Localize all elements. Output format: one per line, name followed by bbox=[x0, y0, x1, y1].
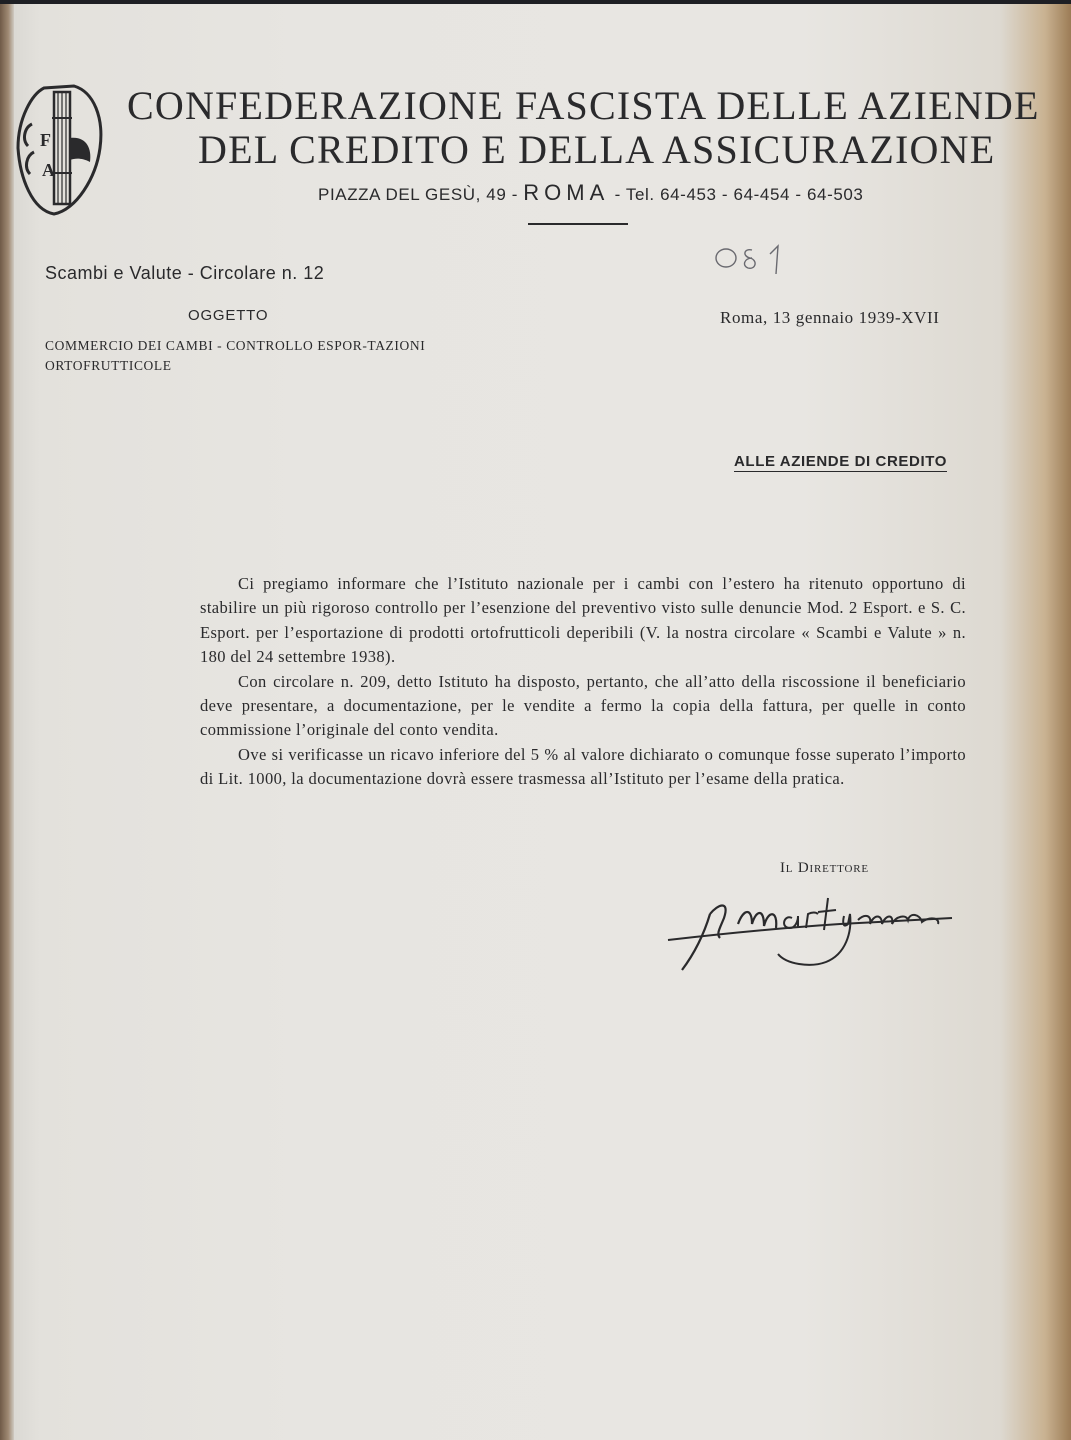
svg-text:F: F bbox=[40, 130, 51, 150]
signer-title: Il Direttore bbox=[780, 860, 869, 876]
address-city: ROMA bbox=[523, 180, 610, 205]
circular-reference: Scambi e Valute - Circolare n. 12 bbox=[45, 263, 325, 283]
subject-text: COMMERCIO DEI CAMBI - CONTROLLO ESPOR-TAZIONI ORTOFRUTTICOLE bbox=[45, 338, 426, 373]
svg-text:A: A bbox=[42, 160, 55, 180]
binding-edge bbox=[0, 4, 14, 1440]
subject-label: OGGETTO bbox=[188, 307, 269, 324]
letter-body bbox=[200, 572, 966, 792]
body-paragraph: Ci pregiamo informare che l’Istituto nazionale per i cambi con l’estero ha ritenuto opportuno di stabilire un più rigoroso controllo per l’esenzione del preventivo visto sulle denuncie Mod. 2 Esport. e S. C. Esport. per l’esportazione di prodotti ortofrutticoli deperibili (V. la nostra circolare « Scambi e Valute » n. 180 del 24 settembre 1938). bbox=[200, 574, 966, 667]
letter-date: Roma, 13 gennaio 1939-XVII bbox=[720, 308, 940, 327]
address-street: PIAZZA DEL GESÙ, 49 - bbox=[318, 185, 524, 204]
body-paragraph: Con circolare n. 209, detto Istituto ha disposto, pertanto, che all’atto della riscossione il beneficiario deve presentare, a documentazione, per le vendite a fermo la copia della fattura, per quelle in conto commissione l’originale del conto vendita. bbox=[200, 671, 966, 740]
letterhead-line-1: CONFEDERAZIONE FASCISTA DELLE AZIENDE bbox=[127, 83, 1040, 128]
director-signature bbox=[660, 884, 960, 974]
body-paragraph: Ove si verificasse un ricavo inferiore del 5 % al valore dichiarato o comunque fosse superato l’importo di Lit. 1000, la documentazione dovrà essere trasmessa all’Istituto per l’esame della pratica. bbox=[200, 744, 966, 789]
handwritten-protocol-number bbox=[712, 240, 792, 276]
confederation-logo bbox=[14, 78, 106, 218]
addressee: ALLE AZIENDE DI CREDITO bbox=[734, 453, 947, 470]
document-page bbox=[0, 4, 1071, 1440]
address-phone: - Tel. 64-453 - 64-454 - 64-503 bbox=[609, 185, 864, 204]
letterhead-line-2: DEL CREDITO E DELLA ASSICURAZIONE bbox=[198, 127, 996, 172]
letterhead-address bbox=[318, 180, 864, 206]
letterhead-divider bbox=[528, 223, 628, 225]
